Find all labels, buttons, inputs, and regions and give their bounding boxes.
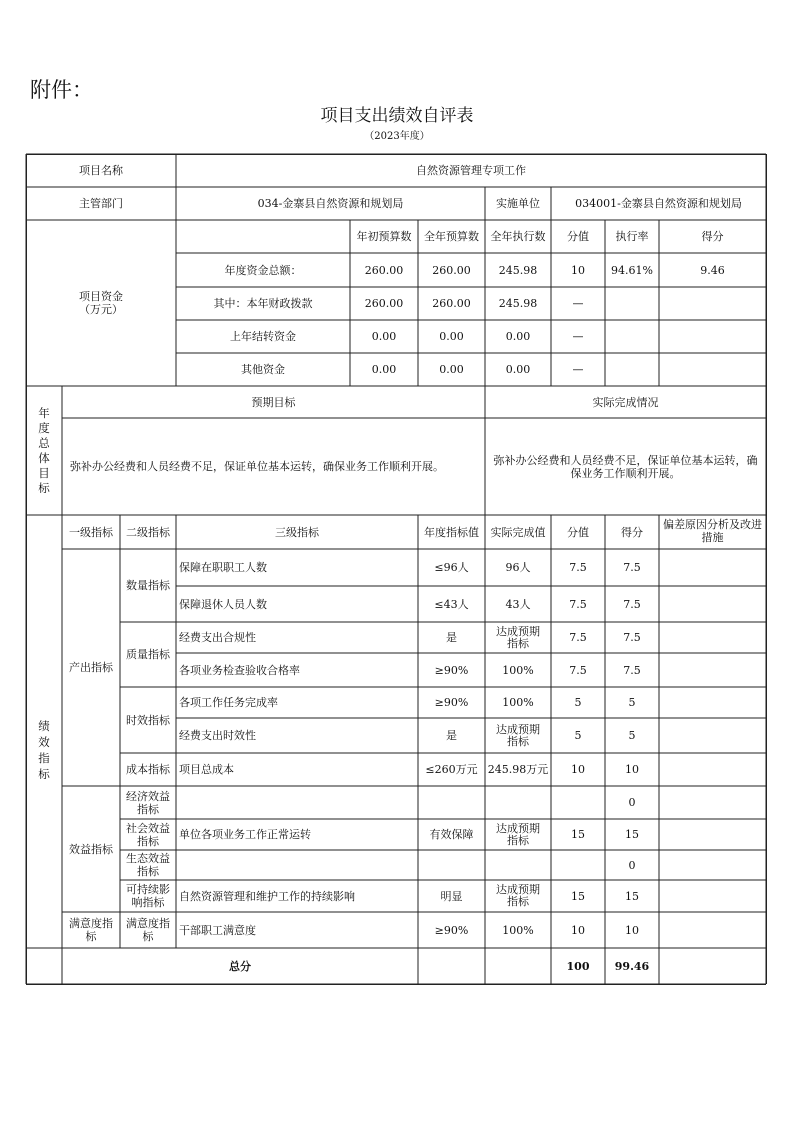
indicator-score-value: 5 (574, 729, 582, 742)
funds-row-executed: 245.98 (498, 263, 538, 277)
level2-economic: 经济效益指标 (126, 789, 170, 816)
funds-row-score-value: — (572, 363, 584, 376)
indicator-score-value: 15 (571, 828, 585, 841)
funds-row-score-value: — (572, 330, 584, 343)
indicator-header-level1: 一级指标 (69, 525, 113, 539)
total-label: 总分 (229, 959, 251, 973)
indicator-target: 明显 (440, 889, 463, 903)
indicator-score-value: 7.5 (569, 597, 587, 611)
funds-row-label: 年度资金总额： (224, 263, 302, 277)
funds-row-score (659, 320, 766, 353)
funds-row-initial: 0.00 (371, 363, 397, 376)
funds-row-annual: 260.00 (432, 297, 471, 310)
page-title: 项目支出绩效自评表 (320, 106, 474, 126)
level1-benefit: 效益指标 (69, 842, 113, 856)
funds-header-rate: 执行率 (615, 230, 649, 243)
indicator-target (418, 850, 485, 880)
indicator-actual: 245.98万元 (487, 763, 549, 776)
indicator-header-score: 得分 (621, 525, 643, 539)
funds-row-label: 上年结转资金 (230, 330, 296, 343)
indicator-name (176, 850, 418, 880)
total-score-value: 100 (566, 959, 590, 973)
indicator-score-value: 7.5 (569, 631, 587, 644)
indicator-name: 保障退休人员人数 (179, 597, 267, 611)
funds-row-annual: 260.00 (432, 263, 471, 277)
indicator-name: 各项业务检查验收合格率 (179, 663, 300, 677)
indicator-score-value (551, 850, 605, 880)
indicator-name (176, 786, 418, 819)
indicator-score-value: 15 (571, 889, 585, 903)
dept-value: 034-金寨县自然资源和规划局 (257, 197, 404, 210)
funds-row-executed: 0.00 (505, 330, 531, 343)
indicator-target: 是 (446, 631, 457, 644)
indicator-actual (485, 786, 551, 819)
level2-satisfaction: 满意度指标 (126, 917, 170, 943)
funds-row-rate (605, 320, 659, 353)
funds-header-score: 得分 (701, 230, 724, 243)
indicator-actual: 100% (502, 696, 534, 709)
funds-row-score (659, 353, 766, 386)
attachment-label: 附件： (30, 78, 93, 102)
expected-goal-text: 弥补办公经费和人员经费不足，保证单位基本运转，确保业务工作顺利开展。 (70, 460, 444, 473)
indicator-actual: 达成预期指标 (496, 624, 540, 650)
funds-row-rate (605, 353, 659, 386)
indicator-score: 5 (628, 696, 636, 709)
funds-row-score-value: 10 (571, 263, 585, 277)
funds-row-initial: 260.00 (364, 263, 404, 277)
indicator-target (418, 786, 485, 819)
indicator-actual: 达成预期指标 (496, 821, 540, 847)
level1-output: 产出指标 (69, 661, 113, 674)
indicator-score: 7.5 (623, 631, 641, 644)
indicator-score: 7.5 (623, 663, 641, 677)
funds-row-label: 其中：本年财政拨款 (213, 297, 313, 310)
funds-header-score-value: 分值 (567, 230, 589, 243)
indicator-score: 5 (628, 729, 636, 742)
indicator-target: ≥90% (434, 663, 469, 677)
indicator-score: 7.5 (623, 597, 641, 611)
indicator-score: 10 (625, 763, 639, 776)
indicator-score: 15 (625, 889, 639, 903)
funds-row-label: 其他资金 (241, 363, 285, 376)
funds-row-rate (605, 287, 659, 320)
indicator-score-value: 5 (574, 696, 582, 709)
level2-sustainable: 可持续影响指标 (126, 883, 170, 909)
indicator-score: 10 (625, 923, 639, 937)
funds-row-score: 9.46 (700, 263, 725, 277)
indicator-name: 干部职工满意度 (179, 923, 256, 937)
funds-header-initial: 年初预算数 (356, 230, 412, 243)
funds-row-rate: 94.61% (611, 263, 653, 277)
indicator-actual: 43人 (505, 597, 531, 611)
expected-goal-header: 预期目标 (251, 395, 296, 409)
funds-row-initial: 260.00 (364, 297, 404, 310)
funds-row-executed: 0.00 (505, 363, 531, 376)
indicator-actual: 100% (502, 923, 534, 937)
indicator-actual: 96人 (505, 561, 531, 574)
indicator-score: 0 (628, 858, 636, 872)
performance-indicators-label: 绩效指标 (38, 718, 50, 781)
funds-row-annual: 0.00 (439, 330, 464, 343)
funds-row-score-value: — (572, 297, 584, 310)
indicator-header-actual: 实际完成值 (490, 525, 546, 539)
unit-value: 034001-金寨县自然资源和规划局 (575, 197, 742, 210)
funds-row-executed: 245.98 (498, 297, 538, 310)
level2-quality: 质量指标 (126, 648, 170, 661)
indicator-score-value: 10 (571, 763, 585, 776)
indicator-score-value (551, 786, 605, 819)
funds-row-annual: 0.00 (439, 363, 464, 376)
indicator-target: ≥90% (434, 923, 469, 937)
project-name-value: 自然资源管理专项工作 (416, 164, 526, 177)
indicator-score: 0 (628, 796, 636, 809)
indicator-header-target: 年度指标值 (424, 525, 479, 539)
actual-goal-header: 实际完成情况 (592, 395, 659, 409)
indicator-actual (485, 850, 551, 880)
indicator-target: ≤96人 (434, 561, 469, 574)
funds-label-text: 项目资金 (79, 290, 123, 303)
indicator-score-value: 7.5 (569, 663, 587, 677)
indicator-score-value: 10 (571, 923, 585, 937)
dept-label: 主管部门 (79, 197, 123, 210)
indicator-header-deviation: 偏差原因分析及改进措施 (663, 518, 762, 544)
funds-label (26, 220, 176, 386)
indicator-header-score-value: 分值 (567, 525, 589, 539)
actual-goal-text: 弥补办公经费和人员经费不足，保证单位基本运转，确保业务工作顺利开展。 (493, 453, 758, 480)
project-name-label: 项目名称 (79, 164, 123, 177)
indicator-header-level2: 二级指标 (126, 525, 170, 539)
indicator-score: 7.5 (623, 561, 641, 574)
funds-row-initial: 0.00 (371, 330, 397, 343)
level2-cost: 成本指标 (126, 763, 170, 776)
level2-quantity: 数量指标 (126, 579, 170, 592)
funds-header-annual: 全年预算数 (424, 230, 479, 243)
indicator-actual: 100% (502, 663, 534, 677)
indicator-score-value: 7.5 (569, 561, 587, 574)
indicator-target: 是 (446, 729, 457, 742)
indicator-name: 经费支出合规性 (179, 631, 256, 644)
indicator-header-level3: 三级指标 (275, 525, 319, 539)
level2-timeliness: 时效指标 (126, 713, 170, 727)
indicator-name: 保障在职职工人数 (179, 561, 267, 574)
annual-goal-label: 年度总体目标 (38, 405, 50, 495)
funds-header-executed: 全年执行数 (490, 230, 546, 243)
unit-label: 实施单位 (496, 197, 540, 210)
year-label: （2023年度） (364, 131, 430, 142)
indicator-name: 各项工作任务完成率 (179, 696, 278, 709)
indicator-name: 项目总成本 (179, 763, 234, 776)
indicator-name: 单位各项业务工作正常运转 (179, 828, 311, 841)
level2-social: 社会效益指标 (126, 821, 170, 848)
total-score: 99.46 (614, 959, 650, 973)
level1-satisfaction: 满意度指标 (69, 917, 113, 943)
indicator-target: ≤43人 (434, 597, 469, 611)
indicator-target: 有效保障 (429, 828, 474, 841)
indicator-target: ≥90% (434, 696, 469, 709)
indicator-name: 经费支出时效性 (179, 729, 256, 742)
indicator-name: 自然资源管理和维护工作的持续影响 (179, 889, 355, 903)
funds-row-score (659, 287, 766, 320)
level2-ecological: 生态效益指标 (126, 852, 170, 878)
indicator-target: ≤260万元 (425, 763, 478, 776)
indicator-actual: 达成预期指标 (496, 883, 540, 908)
indicator-actual: 达成预期指标 (496, 722, 540, 748)
funds-label-unit: （万元） (79, 303, 123, 316)
indicator-score: 15 (625, 828, 639, 841)
